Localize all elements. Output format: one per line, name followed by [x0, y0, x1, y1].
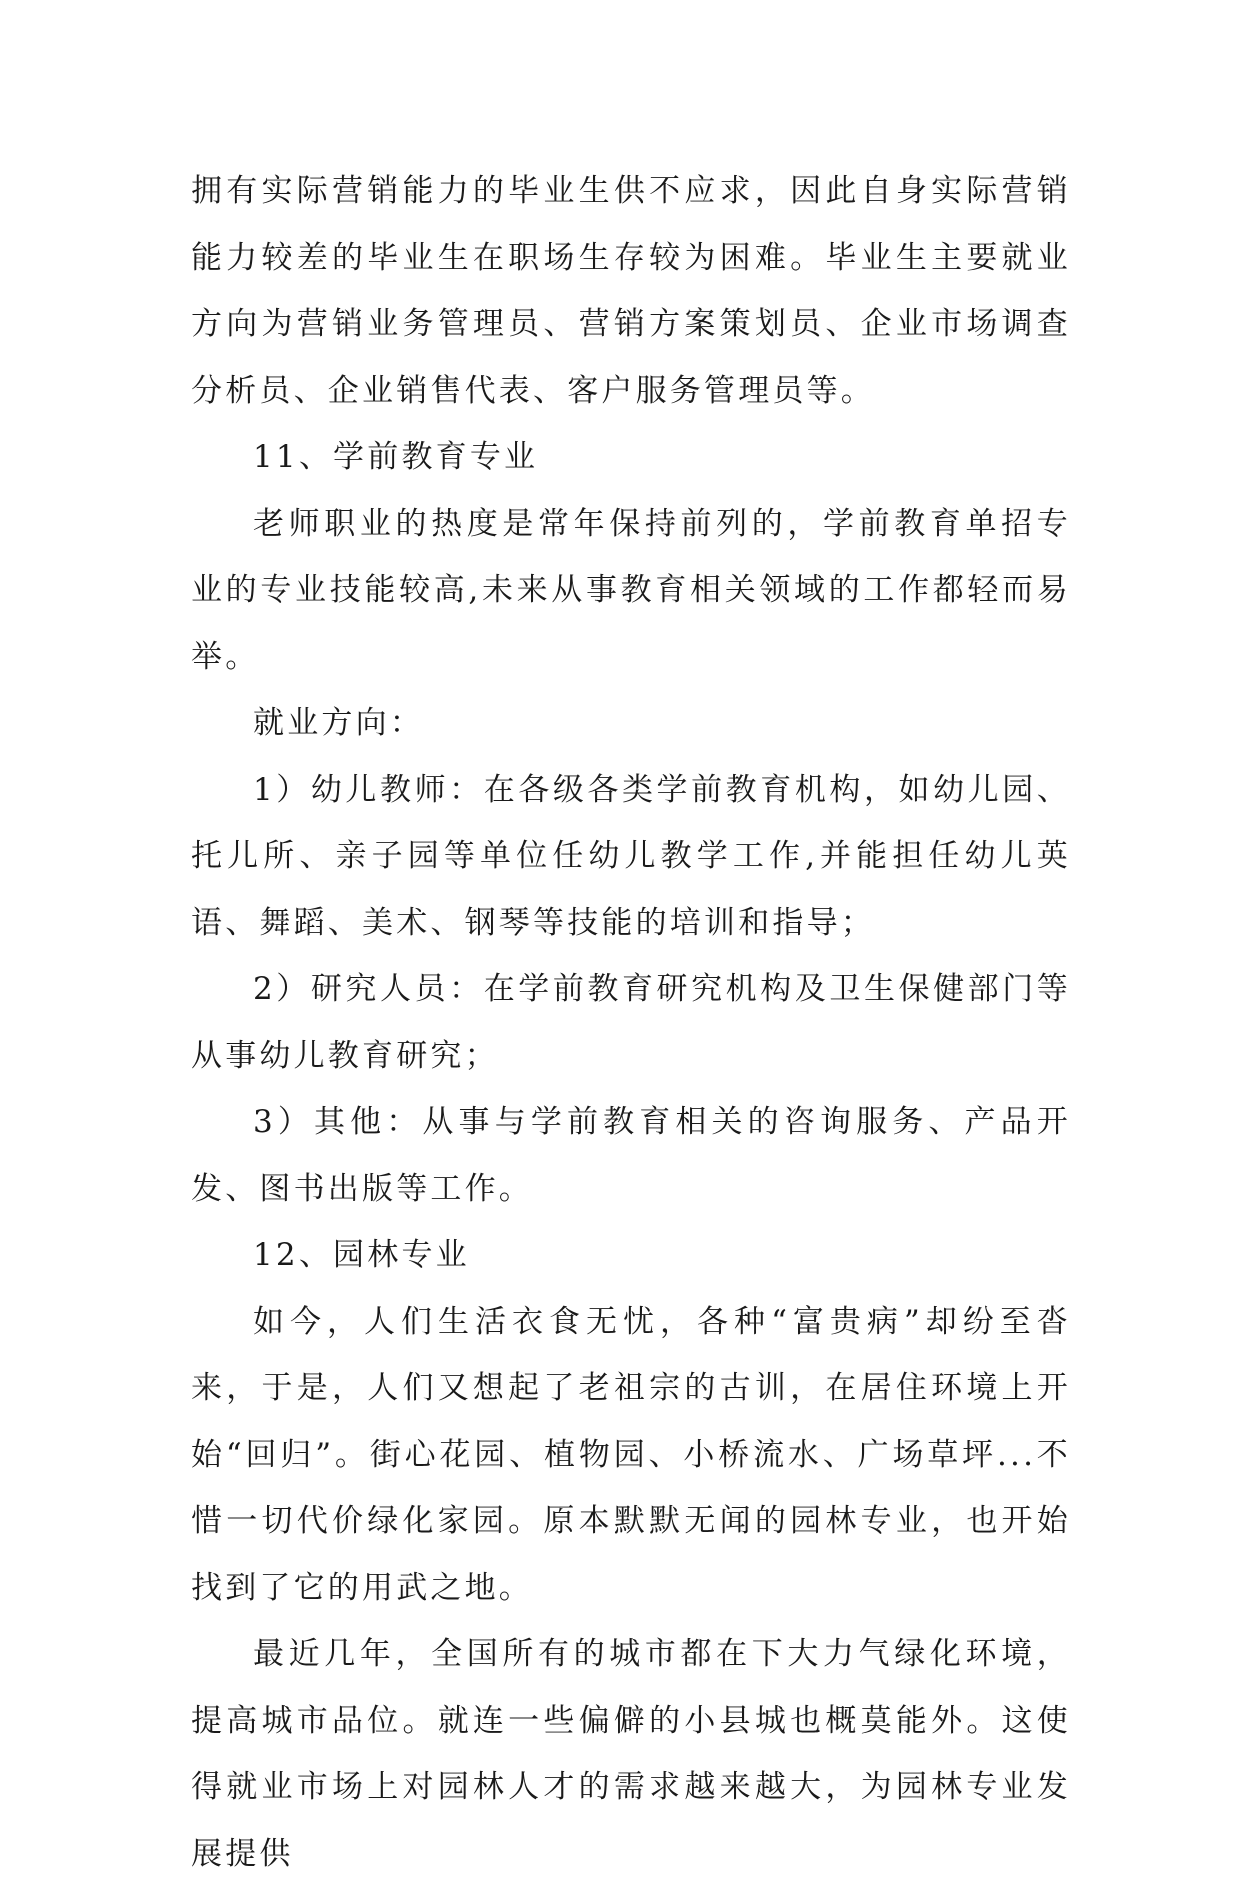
document-body	[191, 158, 1071, 1887]
list-item-kindergarten-teacher: 1）幼儿教师：在各级各类学前教育机构，如幼儿园、托儿所、亲子园等单位任幼儿教学工作,并能担任幼儿英语、舞蹈、美术、钢琴等技能的培训和指导；	[191, 771, 1071, 941]
list-item-researcher: 2）研究人员：在学前教育研究机构及卫生保健部门等从事幼儿教育研究；	[191, 971, 1071, 1074]
paragraph-landscape-demand: 最近几年，全国所有的城市都在下大力气绿化环境，提高城市品位。就连一些偏僻的小县城也概莫能外。这使得就业市场上对园林人才的需求越来越大，为园林专业发展提供	[191, 1636, 1071, 1872]
section-heading-landscape-architecture: 12、园林专业	[253, 1237, 470, 1273]
paragraph-preschool-intro: 老师职业的热度是常年保持前列的，学前教育单招专业的专业技能较高,未来从事教育相关领域的工作都轻而易举。	[191, 505, 1071, 675]
paragraph-employment-direction-label: 就业方向：	[253, 705, 424, 741]
paragraph-landscape-intro: 如今，人们生活衣食无忧，各种“富贵病”却纷至沓来，于是，人们又想起了老祖宗的古训，在居住环境上开始“回归”。街心花园、植物园、小桥流水、广场草坪...不惜一切代价绿化家园。原本默默无闻的园林专业，也开始找到了它的用武之地。	[191, 1303, 1071, 1606]
paragraph-marketing-continued: 拥有实际营销能力的毕业生供不应求，因此自身实际营销能力较差的毕业生在职场生存较为困难。毕业生主要就业方向为营销业务管理员、营销方案策划员、企业市场调查分析员、企业销售代表、客户服务管理员等。	[191, 173, 1071, 409]
list-item-other: 3）其他：从事与学前教育相关的咨询服务、产品开发、图书出版等工作。	[191, 1104, 1071, 1207]
section-heading-preschool-education: 11、学前教育专业	[253, 439, 539, 475]
